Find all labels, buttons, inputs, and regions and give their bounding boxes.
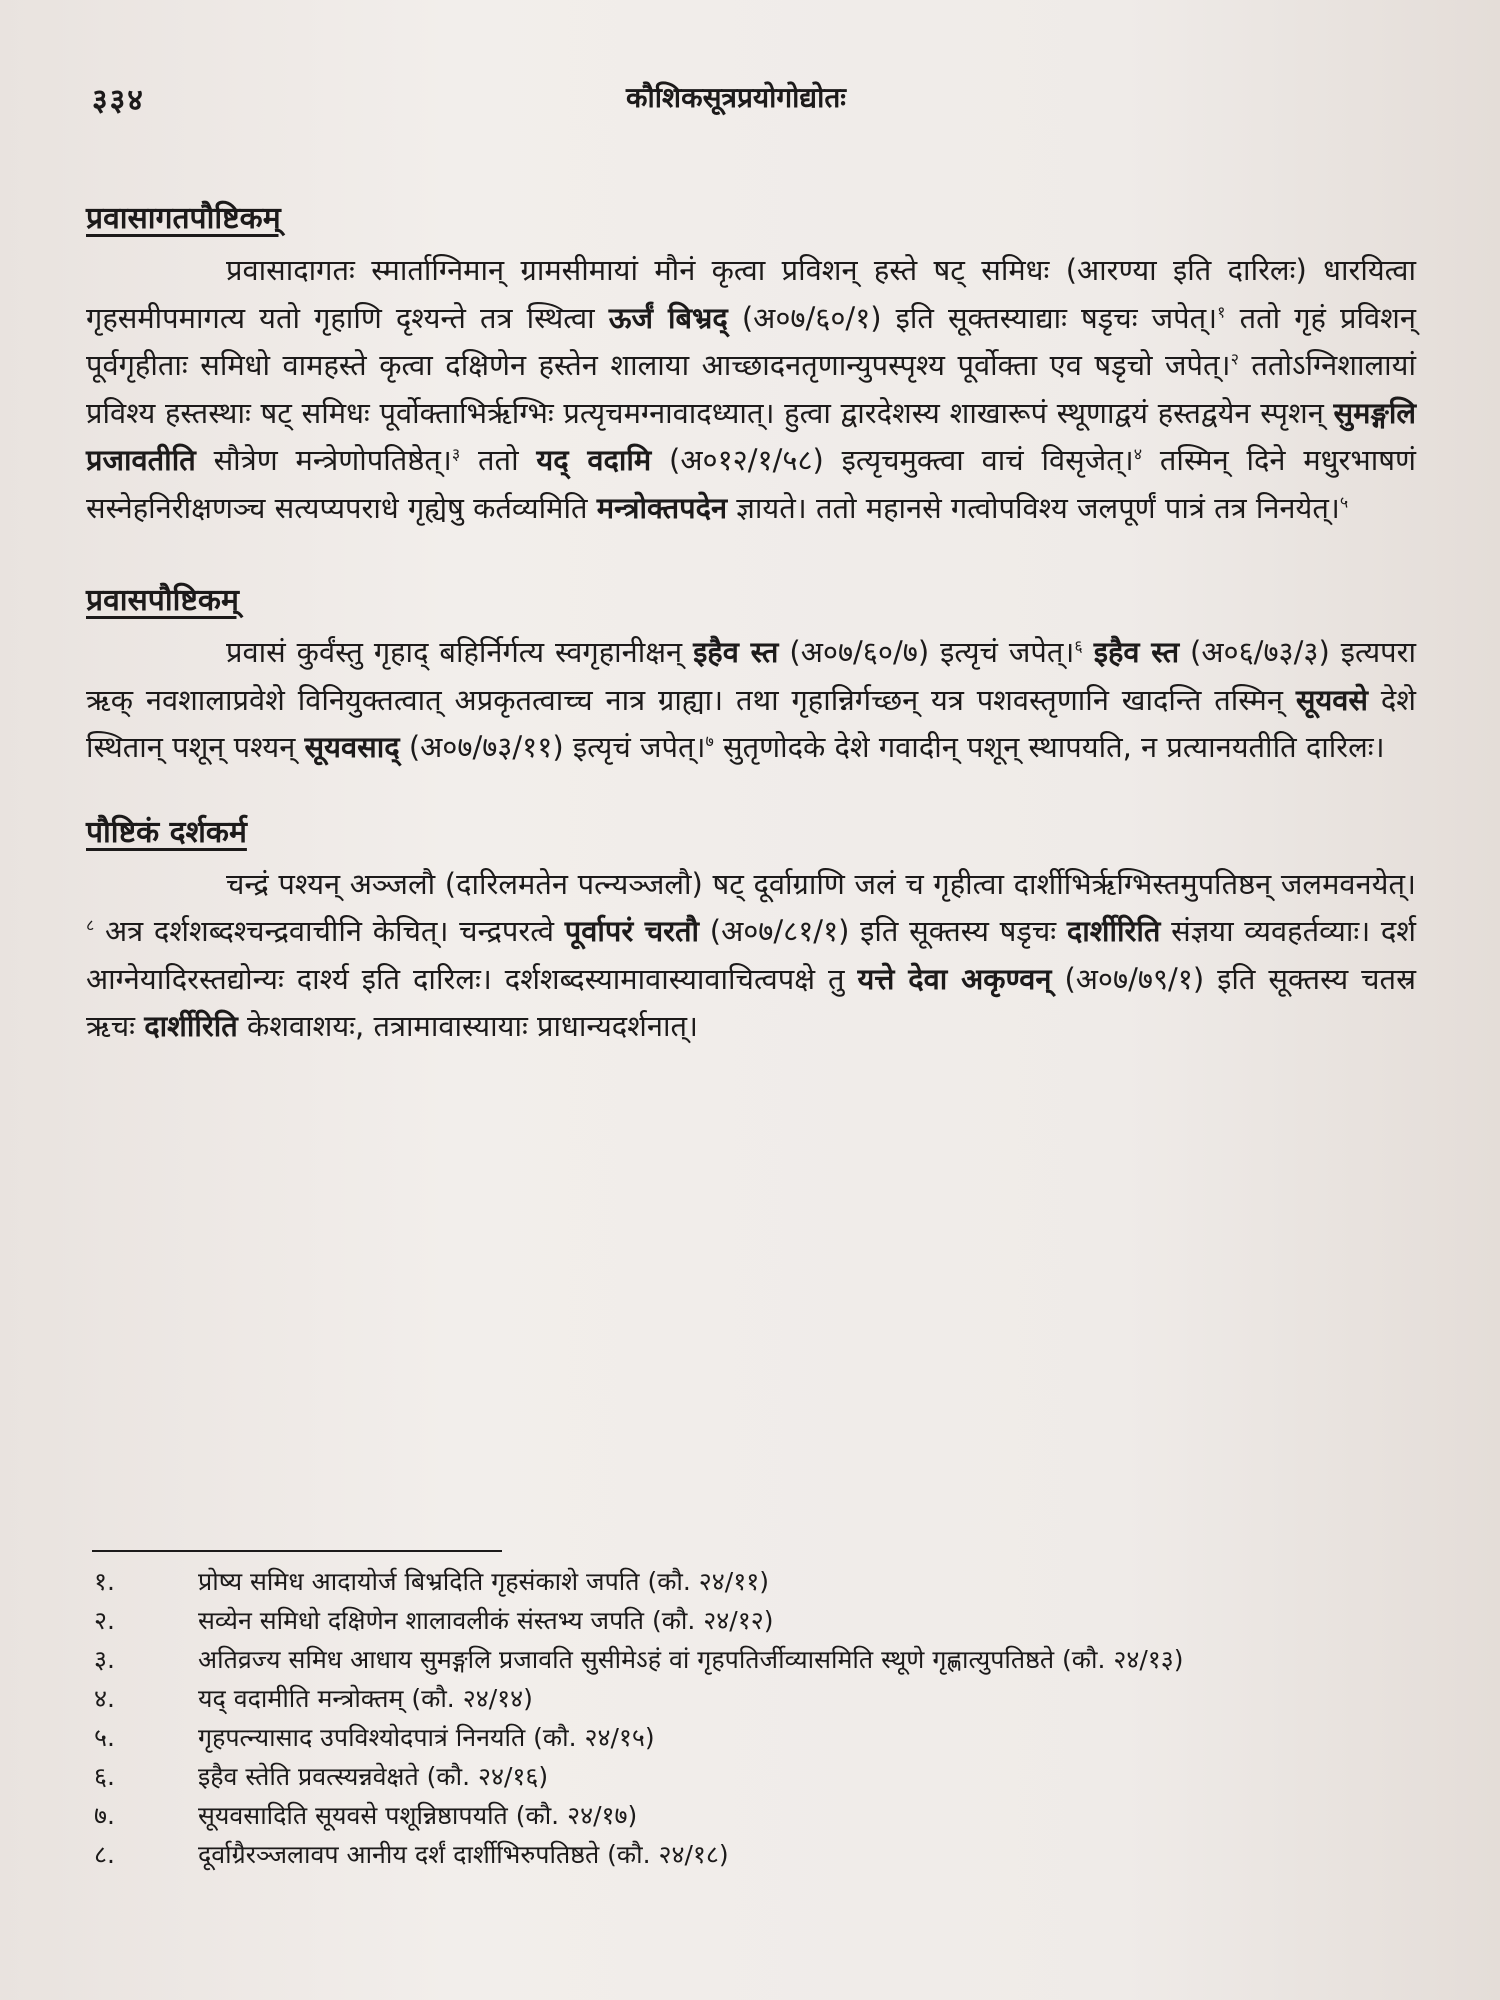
footnote-ref: ५ [1339,491,1349,511]
footnote-ref: ६ [1074,636,1083,656]
text-run: चन्द्रं पश्यन् अञ्जलौ (दारिलमतेन पत्न्यञ्जलौ) षट् दूर्वाग्राणि जलं च गृहीत्वा दार्शीभिर्ऋग्भिस्तमुपतिष्ठन् जलमवनयेत्। [226,866,1416,901]
footnote-number: १. [94,1567,115,1596]
mantra-pratika: ऊर्जं बिभ्रद् [608,300,728,335]
footnote-ref: २ [1230,349,1239,369]
mantra-pratika: इहैव स्त [693,635,779,669]
text-run [1083,635,1094,669]
footnote-text: इहैव स्तेति प्रवत्स्यन्नवेक्षते (कौ. २४/१६) [198,1762,549,1791]
footnote-item [94,1835,1424,1874]
footnote-ref: ३ [451,444,461,464]
section-paragraph [86,861,1416,1051]
text-run: देशे स्थितान् पशून् पश्यन् [86,682,1416,764]
footnote-ref: ८ [86,915,95,935]
footnote-number: ८. [94,1840,115,1869]
footnote-ref: ७ [705,731,714,751]
text-run: (अ०६/७३/३) इत्यपरा ऋक् नवशालाप्रवेशे विनियुक्तत्वात् अप्रकृतत्वाच्च नात्र ग्राह्या। तथा गृहान्निर्गच्छन् यत्र पशवस्तृणानि खादन्ति तस्मिन् [86,635,1417,717]
section-heading: पौष्टिकं दर्शकर्म [86,814,247,850]
mantra-pratika: दार्शीरिति [1066,914,1161,948]
text-run: प्रवासं कुर्वंस्तु गृहाद् बहिर्निर्गत्य स्वगृहानीक्षन् [226,635,694,669]
text-run: (अ०७/७९/१) इति सूक्तस्य चतस्र ऋचः [86,961,1416,1043]
footnote-text: गृहपत्न्यासाद उपविश्योदपात्रं निनयति (कौ. २४/१५) [198,1723,655,1752]
footnote-text: सूयवसादिति सूयवसे पशून्निष्ठापयति (कौ. २४/१७) [198,1801,638,1830]
section-pravasa [86,578,1416,772]
footnote-number: ३. [94,1645,115,1674]
text-run: प्रवासादागतः स्मार्ताग्निमान् ग्रामसीमायां मौनं कृत्वा प्रविशन् हस्ते षट् समिधः (आरण्या इति दारिलः) धारयित्वा गृहसमीपमागत्य यतो गृहाणि दृश्यन्ते तत्र स्थित्वा [86,253,1416,335]
text-run: सौत्रेण मन्त्रेणोपतिष्ठेत्। [195,443,452,477]
mantra-pratika: दार्शीरिति [144,1009,238,1043]
mantra-pratika: यद् वदामि [536,443,652,477]
mantra-pratika: यत्ते देवा अकृण्वन् [857,961,1052,996]
text-run: (अ०७/७३/११) इत्यृचं जपेत्। [399,730,706,764]
running-title: कौशिकसूत्रप्रयोगोद्योतः [626,81,846,114]
text-run: (अ०७/६०/१) इति सूक्तस्याद्याः षडृचः जपेत्। [727,300,1218,335]
section-paragraph [86,247,1416,532]
footnote-number: ६. [94,1762,115,1791]
text-run: संज्ञया व्यवहर्तव्याः। दर्श आग्नेयादिरस्तद्योन्यः दार्श्य इति दारिलः। दर्शशब्दस्यामावास्यावाचित्वपक्षे तु [86,914,1416,996]
footnote-ref: ४ [1133,444,1143,464]
footnotes [94,1562,1424,1874]
section-paragraph [86,629,1416,772]
mantra-pratika: पूर्वापरं चरतौ [564,914,700,948]
footnote-item [94,1757,1424,1796]
text-run: (अ०७/८१/१) इति सूक्तस्य षडृचः [699,914,1067,948]
footnote-item [94,1796,1424,1835]
text-run: (अ०१२/१/५८) इत्यृचमुक्त्वा वाचं विसृजेत्। [651,443,1134,477]
section-heading: प्रवासागतपौष्टिकम् [86,201,281,236]
mantra-pratika: मन्त्रोक्तपदेन [596,490,728,525]
text-run: ज्ञायते। ततो महानसे गत्वोपविश्य जलपूर्णं पात्रं तत्र निनयेत्। [727,490,1340,525]
mantra-pratika: सूयवसे [1295,682,1369,717]
footnote-item [94,1679,1424,1718]
footnote-text: सव्येन समिधो दक्षिणेन शालावलीकं संस्तभ्य जपति (कौ. २४/१२) [198,1606,774,1635]
footnote-text: यद् वदामीति मन्त्रोक्तम् (कौ. २४/१४) [198,1684,533,1713]
text-run: सुतृणोदके देशे गवादीन् पशून् स्थापयति, न प्रत्यानयतीति दारिलः। [713,730,1385,764]
text-run: (अ०७/६०/७) इत्यृचं जपेत्। [778,635,1075,669]
section-pravasagata [86,196,1416,532]
text-run: ततो गृहं प्रविशन् पूर्वगृहीताः समिधो वामहस्ते कृत्वा दक्षिणेन हस्तेन शालाया आच्छादनतृणान्युपस्पृश्य पूर्वोक्ता एव षडृचो जपेत्। [86,300,1416,382]
footnote-text: अतिव्रज्य समिध आधाय सुमङ्गलि प्रजावति सुसीमेऽहं वां गृहपतिर्जीव्यासमिति स्थूणे गृह्णात्युपतिष्ठते (कौ. २४/१३) [198,1645,1184,1674]
footnote-divider [92,1550,502,1552]
footnote-number: ४. [94,1684,115,1713]
page-number: ३३४ [92,83,145,118]
text-run: तस्मिन् दिने मधुरभाषणं सस्नेहनिरीक्षणञ्च सत्यप्यपराधे गृह्येषु कर्तव्यमिति [86,443,1416,525]
footnote-text: दूर्वाग्रैरञ्जलावप आनीय दर्शं दार्शीभिरुपतिष्ठते (कौ. २४/१८) [198,1840,729,1869]
footnote-item [94,1718,1424,1757]
mantra-pratika: इहैव स्त [1093,635,1180,669]
mantra-pratika: सुमङ्गलि प्रजावतीति [86,395,1416,477]
footnote-number: ५. [94,1723,115,1752]
footnote-number: २. [94,1606,115,1635]
footnote-text: प्रोष्य समिध आदायोर्ज बिभ्रदिति गृहसंकाशे जपति (कौ. २४/११) [198,1567,769,1596]
text-run: अत्र दर्शशब्दश्चन्द्रवाचीनि केचित्। चन्द्रपरत्वे [94,914,565,948]
footnote-ref: १ [1217,301,1226,321]
section-darshakarma [86,810,1416,1051]
section-heading: प्रवासपौष्टिकम् [86,583,239,618]
main-text [86,196,1416,1051]
page-header [92,78,1380,118]
footnote-item [94,1640,1424,1679]
text-run: केशवाशयः, तत्रामावास्यायाः प्राधान्यदर्शनात्। [237,1009,699,1043]
mantra-pratika: सूयवसाद् [304,730,400,764]
text-run: ततो [460,443,537,477]
text-run: ततोऽग्निशालायां प्रविश्य हस्तस्थाः षट् समिधः पूर्वोक्ताभिर्ऋग्भिः प्रत्यृचमग्नावादध्यात्। हुत्वा द्वारदेशस्य शाखारूपं स्थूणाद्वयं हस्तद्वयेन स्पृशन् [86,348,1416,430]
footnote-number: ७. [94,1801,115,1830]
footnote-item [94,1562,1424,1601]
footnote-item [94,1601,1424,1640]
